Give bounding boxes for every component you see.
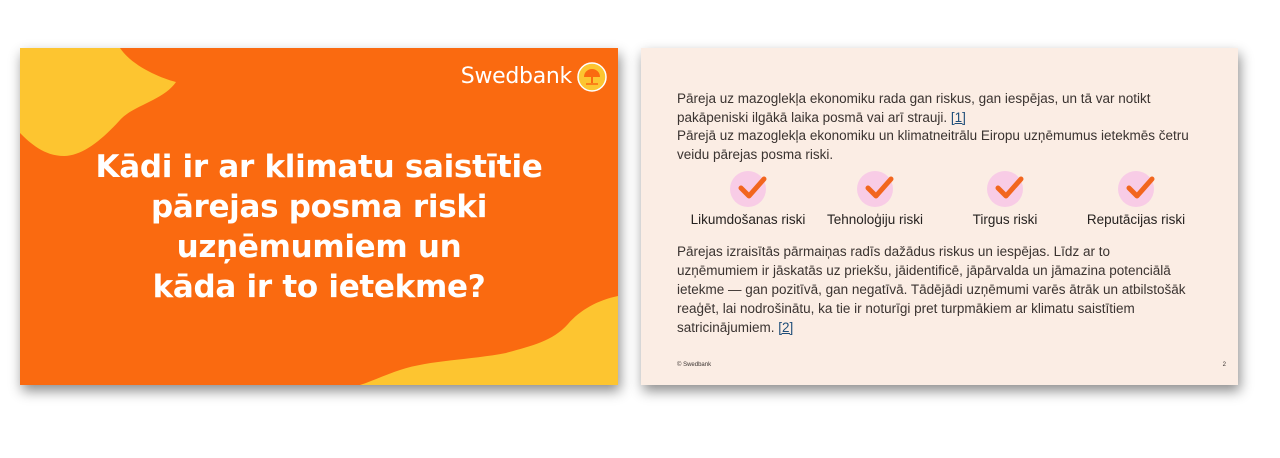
text-line: [677, 318, 1202, 337]
title-line: kāda ir to ietekme?: [152, 269, 486, 305]
text-line: reaģēt, lai nodrošinātu, ka tie ir noturīgi pret turpmākiem ar klimatu saistītiem: [677, 301, 1135, 316]
title-line: Kādi ir ar klimatu saistītie: [95, 149, 543, 185]
risk-item-reputation: [1070, 171, 1202, 231]
intro-paragraph: [677, 89, 1202, 127]
risk-item-legislation: [682, 171, 814, 231]
text-line: [677, 108, 1202, 127]
checkmark-icon: [1120, 171, 1160, 205]
brand-logo-text: Swedbank: [460, 64, 572, 89]
text-fragment: satricinājumiem.: [677, 320, 779, 335]
text-line: veidu pārejas posma riski.: [677, 147, 834, 162]
text-line: Pārejas izraisītās pārmaiņas radīs dažādus riskus un iespējas. Līdz ar to: [677, 244, 1110, 259]
slide-title: [60, 147, 578, 307]
risks-intro-paragraph: [677, 126, 1202, 164]
title-slide[interactable]: [20, 48, 618, 385]
text-line: Pāreja uz mazoglekļa ekonomiku rada gan riskus, gan iespējas, un tā var notikt: [677, 91, 1151, 106]
reference-link-2[interactable]: [2]: [778, 320, 794, 335]
checkmark-icon: [989, 171, 1029, 205]
content-slide[interactable]: [641, 48, 1238, 385]
copyright-footer: © Swedbank: [677, 362, 712, 368]
risk-item-technology: [809, 171, 941, 231]
text-line: ietekme — gan pozitīvā, gan negatīvā. Tādējādi uzņēmumi varēs ātrāk un atbilstošāk: [677, 282, 1186, 297]
text-line: uzņēmumiem ir jāskatās uz priekšu, jāidentificē, jāpārvalda un jāmazina potenciālā: [677, 263, 1171, 278]
page-number: 2: [1222, 362, 1226, 368]
title-line: pārejas posma riski: [150, 189, 488, 225]
risk-label: Likumdošanas riski: [690, 212, 806, 227]
conclusion-paragraph: [677, 242, 1202, 337]
swedbank-oak-logo-icon: [577, 62, 607, 92]
text-line: Pārejā uz mazoglekļa ekonomiku un klimatneitrālu Eiropu uzņēmumus ietekmēs četru: [677, 128, 1189, 143]
risk-label: Reputācijas riski: [1086, 212, 1186, 227]
reference-link-1[interactable]: [1]: [950, 110, 966, 125]
risk-label: Tehnoloģiju riski: [826, 212, 924, 227]
checkmark-icon: [859, 171, 899, 205]
title-line: uzņēmumiem un: [176, 229, 462, 265]
risk-label: Tirgus riski: [972, 212, 1038, 227]
text-fragment: pakāpeniski ilgākā laika posmā vai arī strauji.: [677, 110, 951, 125]
risk-item-market: [939, 171, 1071, 231]
checkmark-icon: [732, 171, 772, 205]
